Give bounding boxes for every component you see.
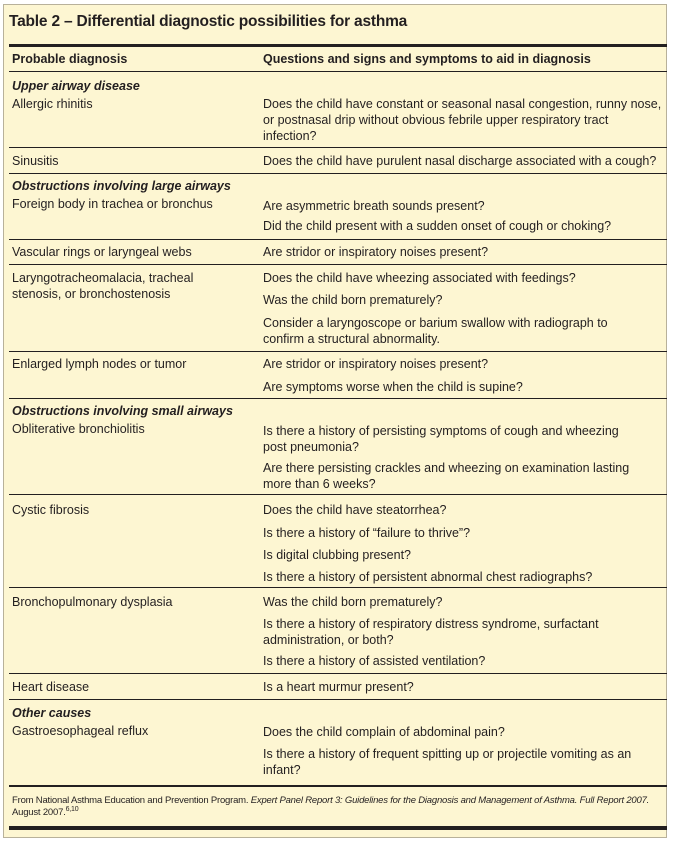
table-row xyxy=(9,588,667,674)
question-cell: Was the child born prematurely? xyxy=(263,595,443,609)
question-cell: Is there a history of “failure to thrive”? xyxy=(263,526,471,540)
question-cell: Did the child present with a sudden onset of cough or choking? xyxy=(263,219,612,233)
diagnosis-cell: Vascular rings or laryngeal webs xyxy=(12,245,192,259)
title-rule xyxy=(9,44,667,47)
question-cell: Was the child born prematurely? xyxy=(263,293,443,307)
question-cell: Is digital clubbing present? xyxy=(263,548,412,562)
table-row xyxy=(9,76,667,148)
diagnosis-cell: Enlarged lymph nodes or tumor xyxy=(12,357,187,371)
diagnosis-cell: Cystic fibrosis xyxy=(12,503,90,517)
question-cell: Are asymmetric breath sounds present? xyxy=(263,199,485,213)
question-cell: Are stridor or inspiratory noises present? xyxy=(263,245,489,259)
table-body xyxy=(9,76,667,780)
question-cell: Are there persisting crackles and wheezing on examination lasting more than 6 weeks? xyxy=(263,461,630,491)
table-row xyxy=(9,174,667,240)
category-label: Other causes xyxy=(12,706,92,720)
table-row xyxy=(9,399,667,495)
table-row xyxy=(9,674,667,700)
category-label: Obstructions involving large airways xyxy=(12,179,231,193)
table-row xyxy=(9,700,667,780)
question-cell: Is there a history of assisted ventilation? xyxy=(263,654,486,668)
question-cell: Are stridor or inspiratory noises present? xyxy=(263,357,489,371)
diagnosis-cell: Laryngotracheomalacia, tracheal stenosis, or bronchostenosis xyxy=(12,271,194,301)
diagnosis-cell: Bronchopulmonary dysplasia xyxy=(12,595,173,609)
header-rule xyxy=(9,71,667,72)
question-cell: Is there a history of frequent spitting up or projectile vomiting as an infant? xyxy=(263,747,632,777)
diagnosis-cell: Gastroesophageal reflux xyxy=(12,724,149,738)
question-cell: Does the child have steatorrhea? xyxy=(263,503,447,517)
table-row xyxy=(9,265,667,352)
question-cell: Is there a history of respiratory distress syndrome, surfactant administration, or both? xyxy=(263,617,599,647)
table-row xyxy=(9,240,667,265)
question-cell: Does the child have purulent nasal discharge associated with a cough? xyxy=(263,154,657,168)
diagnosis-cell: Sinusitis xyxy=(12,154,59,168)
footnote-suffix: August 2007. xyxy=(12,807,66,818)
question-cell: Does the child complain of abdominal pain? xyxy=(263,725,505,739)
footer-rule-top xyxy=(9,785,667,787)
column-header-diagnosis: Probable diagnosis xyxy=(12,52,128,66)
footnote-title: Expert Panel Report 3: Guidelines for the Diagnosis and Management of Asthma. Full Report 2007. xyxy=(250,795,650,806)
footer-rule-bottom xyxy=(9,826,667,830)
footnote-prefix: From National Asthma Education and Prevention Program. xyxy=(12,795,251,806)
category-label: Obstructions involving small airways xyxy=(12,404,233,418)
table-row xyxy=(9,352,667,399)
question-cell: Is there a history of persisting symptoms of cough and wheezing post pneumonia? xyxy=(263,424,619,454)
category-label: Upper airway disease xyxy=(12,79,140,93)
question-cell: Is a heart murmur present? xyxy=(263,680,414,694)
question-cell: Is there a history of persistent abnormal chest radiographs? xyxy=(263,570,593,584)
table-row xyxy=(9,148,667,174)
question-cell: Consider a laryngoscope or barium swallow with radiograph to confirm a structural abnormality. xyxy=(263,316,608,346)
diagnosis-cell: Allergic rhinitis xyxy=(12,97,93,111)
source-footnote xyxy=(12,795,662,819)
diagnosis-cell: Foreign body in trachea or bronchus xyxy=(12,197,213,211)
question-cell: Are symptoms worse when the child is supine? xyxy=(263,380,523,394)
column-header-questions: Questions and signs and symptoms to aid in diagnosis xyxy=(263,52,591,66)
diagnosis-cell: Heart disease xyxy=(12,680,90,694)
footnote-refs: 6,10 xyxy=(65,805,79,813)
table-title: Table 2 – Differential diagnostic possibilities for asthma xyxy=(9,13,408,30)
question-cell: Does the child have constant or seasonal nasal congestion, runny nose, or postnasal drip without obvious febrile upper respiratory tract infection? xyxy=(263,97,662,143)
diagnosis-cell: Obliterative bronchiolitis xyxy=(12,422,145,436)
table-row xyxy=(9,495,667,588)
question-cell: Does the child have wheezing associated with feedings? xyxy=(263,271,576,285)
